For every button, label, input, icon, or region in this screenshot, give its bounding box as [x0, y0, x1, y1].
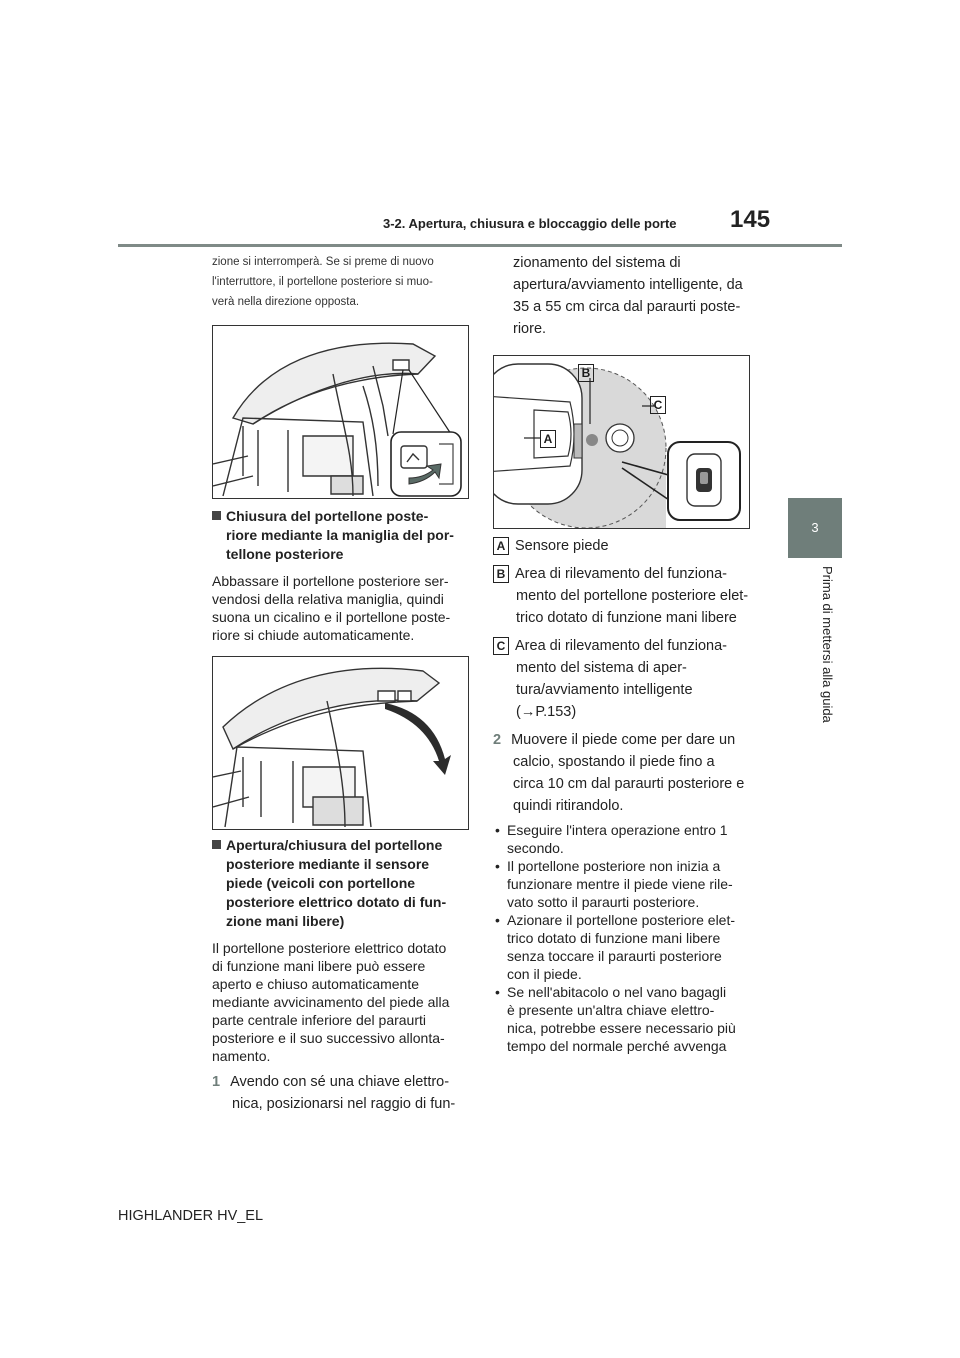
step-2-line: quindi ritirandolo. [513, 798, 624, 814]
section-heading: zione mani libere) [226, 913, 345, 929]
legend-line: trico dotato di funzione mani libere [516, 610, 737, 626]
figure-legend [493, 535, 763, 1055]
body-line: mediante avvicinamento del piede alla [212, 994, 450, 1010]
section-heading: posteriore mediante il sensore [226, 856, 430, 872]
detection-areas-illustration [494, 356, 749, 528]
figure-tailgate-switch [212, 325, 469, 499]
step-1-line: nica, posizionarsi nel raggio di fun- [232, 1096, 456, 1112]
legend-label-a: A [493, 537, 509, 555]
body-line: riore si chiude automaticamente. [212, 627, 415, 643]
intro-line: verà nella direzione opposta. [212, 296, 360, 308]
intro-line: l'interruttore, il portellone posteriore si muo- [212, 276, 433, 288]
step-2: 2 Muovere il piede come per dare un [493, 732, 736, 748]
page-reference-link[interactable]: (→P.153) [516, 704, 577, 720]
tailgate-closing-illustration [213, 657, 468, 829]
figure-label-c: C [650, 396, 666, 414]
legend-label-b: B [493, 565, 509, 583]
step-1: 1 Avendo con sé una chiave elettro- [212, 1074, 450, 1090]
section-heading: posteriore elettrico dotato di fun- [226, 894, 447, 910]
square-bullet-icon [212, 840, 221, 849]
square-bullet-icon [212, 511, 221, 520]
legend-item-c: C Area di rilevamento del funziona- [493, 635, 763, 657]
figure-label-b: B [578, 364, 594, 382]
section-heading: Apertura/chiusura del portellone [212, 836, 474, 855]
bullet-item: • Eseguire l'intera operazione entro 1 secondo. [493, 821, 763, 857]
legend-line: tura/avviamento intelligente [516, 682, 693, 698]
intro-text [212, 252, 472, 312]
step-1-continued [493, 252, 763, 340]
step-number: 2 [493, 732, 502, 748]
legend-item-b: B Area di rilevamento del funziona- [493, 563, 763, 585]
step-1-line: apertura/avviamento intelligente, da [513, 277, 743, 293]
body-line: vendosi della relativa maniglia, quindi [212, 591, 444, 607]
figure-detection-areas [493, 355, 750, 529]
section-heading: tellone posteriore [226, 546, 344, 562]
body-line: posteriore e il suo successivo allonta- [212, 1030, 445, 1046]
legend-label-c: C [493, 637, 509, 655]
section-title: 3-2. Apertura, chiusura e bloccaggio delle porte [383, 216, 677, 231]
step-2-line: calcio, spostando il piede fino a [513, 754, 715, 770]
tailgate-switch-illustration [213, 326, 468, 498]
legend-line: mento del sistema di aper- [516, 660, 687, 676]
bullet-item: • Il portellone posteriore non inizia a funzionare mentre il piede viene rile- vato sotto il paraurti posteriore. [493, 857, 763, 911]
legend-item-a: A Sensore piede [493, 535, 763, 557]
figure-label-a: A [540, 430, 556, 448]
body-line: aperto e chiuso automaticamente [212, 976, 420, 992]
step-1-line: zionamento del sistema di [513, 255, 681, 271]
legend-line: mento del portellone posteriore elet- [516, 588, 749, 604]
step-1-line: 35 a 55 cm circa dal paraurti poste- [513, 299, 741, 315]
body-line: Abbassare il portellone posteriore ser- [212, 573, 449, 589]
page-number: 145 [730, 206, 771, 233]
footer-model: HIGHLANDER HV_EL [118, 1208, 264, 1224]
chapter-title: Prima di mettersi alla guida [820, 566, 835, 723]
section-closing-handle [212, 507, 467, 644]
figure-tailgate-closing [212, 656, 469, 830]
section-foot-sensor [212, 836, 474, 1115]
body-line: suona un cicalino e il portellone poste- [212, 609, 451, 625]
body-line: namento. [212, 1048, 271, 1064]
body-line: parte centrale inferiore del paraurti [212, 1012, 427, 1028]
body-line: Il portellone posteriore elettrico dotato [212, 940, 447, 956]
step-2-line: circa 10 cm dal paraurti posteriore e [513, 776, 745, 792]
section-heading: piede (veicoli con portellone [226, 875, 416, 891]
step-1-line: riore. [513, 321, 547, 337]
header-rule [118, 244, 842, 247]
section-heading: Chiusura del portellone poste- [212, 507, 467, 526]
body-line: di funzione mani libere può essere [212, 958, 426, 974]
step-number: 1 [212, 1074, 221, 1090]
intro-line: zione si interromperà. Se si preme di nuovo [212, 256, 434, 268]
section-heading: riore mediante la maniglia del por- [226, 527, 454, 543]
bullet-item: • Azionare il portellone posteriore elet- trico dotato di funzione mani libere senza toccare il paraurti posteriore con il piede. [493, 911, 763, 983]
bullet-item: • Se nell'abitacolo o nel vano bagagli è presente un'altra chiave elettro- nica, potrebbe essere necessario più tempo del normale perché avvenga [493, 983, 763, 1055]
chapter-tab: 3 [788, 498, 842, 558]
